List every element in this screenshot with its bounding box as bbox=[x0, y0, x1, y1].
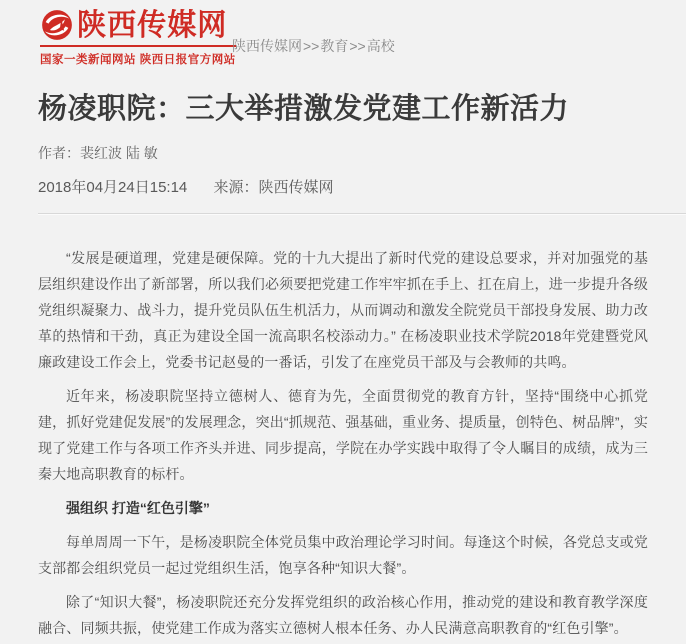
article-head bbox=[0, 90, 686, 197]
logo-text[interactable]: 陕西传媒网 bbox=[77, 8, 228, 42]
swirl-bird-emblem-icon bbox=[40, 8, 74, 42]
breadcrumb-link[interactable]: 陕西传媒网 bbox=[232, 38, 302, 54]
breadcrumb-separator: >> bbox=[303, 38, 320, 54]
breadcrumb[interactable] bbox=[232, 36, 395, 56]
site-header bbox=[0, 0, 686, 68]
article-paragraph: 近年来，杨凌职院坚持立德树人、德育为先，全面贯彻党的教育方针，坚持“围绕中心抓党建，抓好党建促发展”的发展理念，突出“抓规范、强基础，重业务、提质量，创特色、树品牌”，实现了党建工作与各项工作齐头并进、同步提高，学院在办学实践中取得了令人瞩目的成绩，成为三秦大地高职教育的标杆。 bbox=[38, 388, 648, 482]
breadcrumb-link[interactable]: 教育 bbox=[320, 38, 349, 54]
article-paragraph: 除了“知识大餐”，杨凌职院还充分发挥党组织的政治核心作用，推动党的建设和教育教学深度融合、同频共振，使党建工作成为落实立德树人根本任务、办人民满意高职教育的“红色引擎”。 bbox=[38, 594, 648, 636]
article-paragraph: “发展是硬道理，党建是硬保障。党的十九大提出了新时代党的建设总要求，并对加强党的基层组织建设作出了新部署，所以我们必须要把党建工作牢牢抓在手上、扛在肩上，进一步提升各级党组织凝聚力、战斗力，提升党员队伍生机活力，从而调动和激发全院党员干部投身发展、助力改革的热情和干劲，真正为建设全国一流高职名校添动力。” 在杨凌职业技术学院2018年党建暨党风廉政建设工作会上，党委书记赵曼的一番话，引发了在座党员干部及与会教师的共鸣。 bbox=[38, 250, 648, 370]
meta-line bbox=[38, 176, 648, 197]
page-title: 杨凌职院：三大举措激发党建工作新活力 bbox=[38, 93, 570, 125]
logo-slogan: 国家一类新闻网站 陕西日报官方网站 bbox=[40, 54, 236, 66]
article-paragraph: 每单周周一下午，是杨凌职院全体党员集中政治理论学习时间。每逢这个时候，各党总支或党支部都会组织党员一起过党组织生活，饱享各种“知识大餐”。 bbox=[38, 534, 648, 576]
site-logo[interactable] bbox=[40, 8, 236, 67]
article-body bbox=[0, 215, 686, 641]
article-subheading: 强组织 打造“红色引擎” bbox=[66, 500, 210, 516]
source-line: 来源：陕西传媒网 bbox=[213, 179, 334, 196]
breadcrumb-link[interactable]: 高校 bbox=[366, 38, 395, 54]
breadcrumb-separator: >> bbox=[349, 38, 366, 54]
logo-row bbox=[40, 8, 236, 47]
publish-time: 2018年04月24日15:14 bbox=[38, 179, 188, 196]
author-line: 作者：裴红波 陆 敏 bbox=[38, 145, 158, 161]
